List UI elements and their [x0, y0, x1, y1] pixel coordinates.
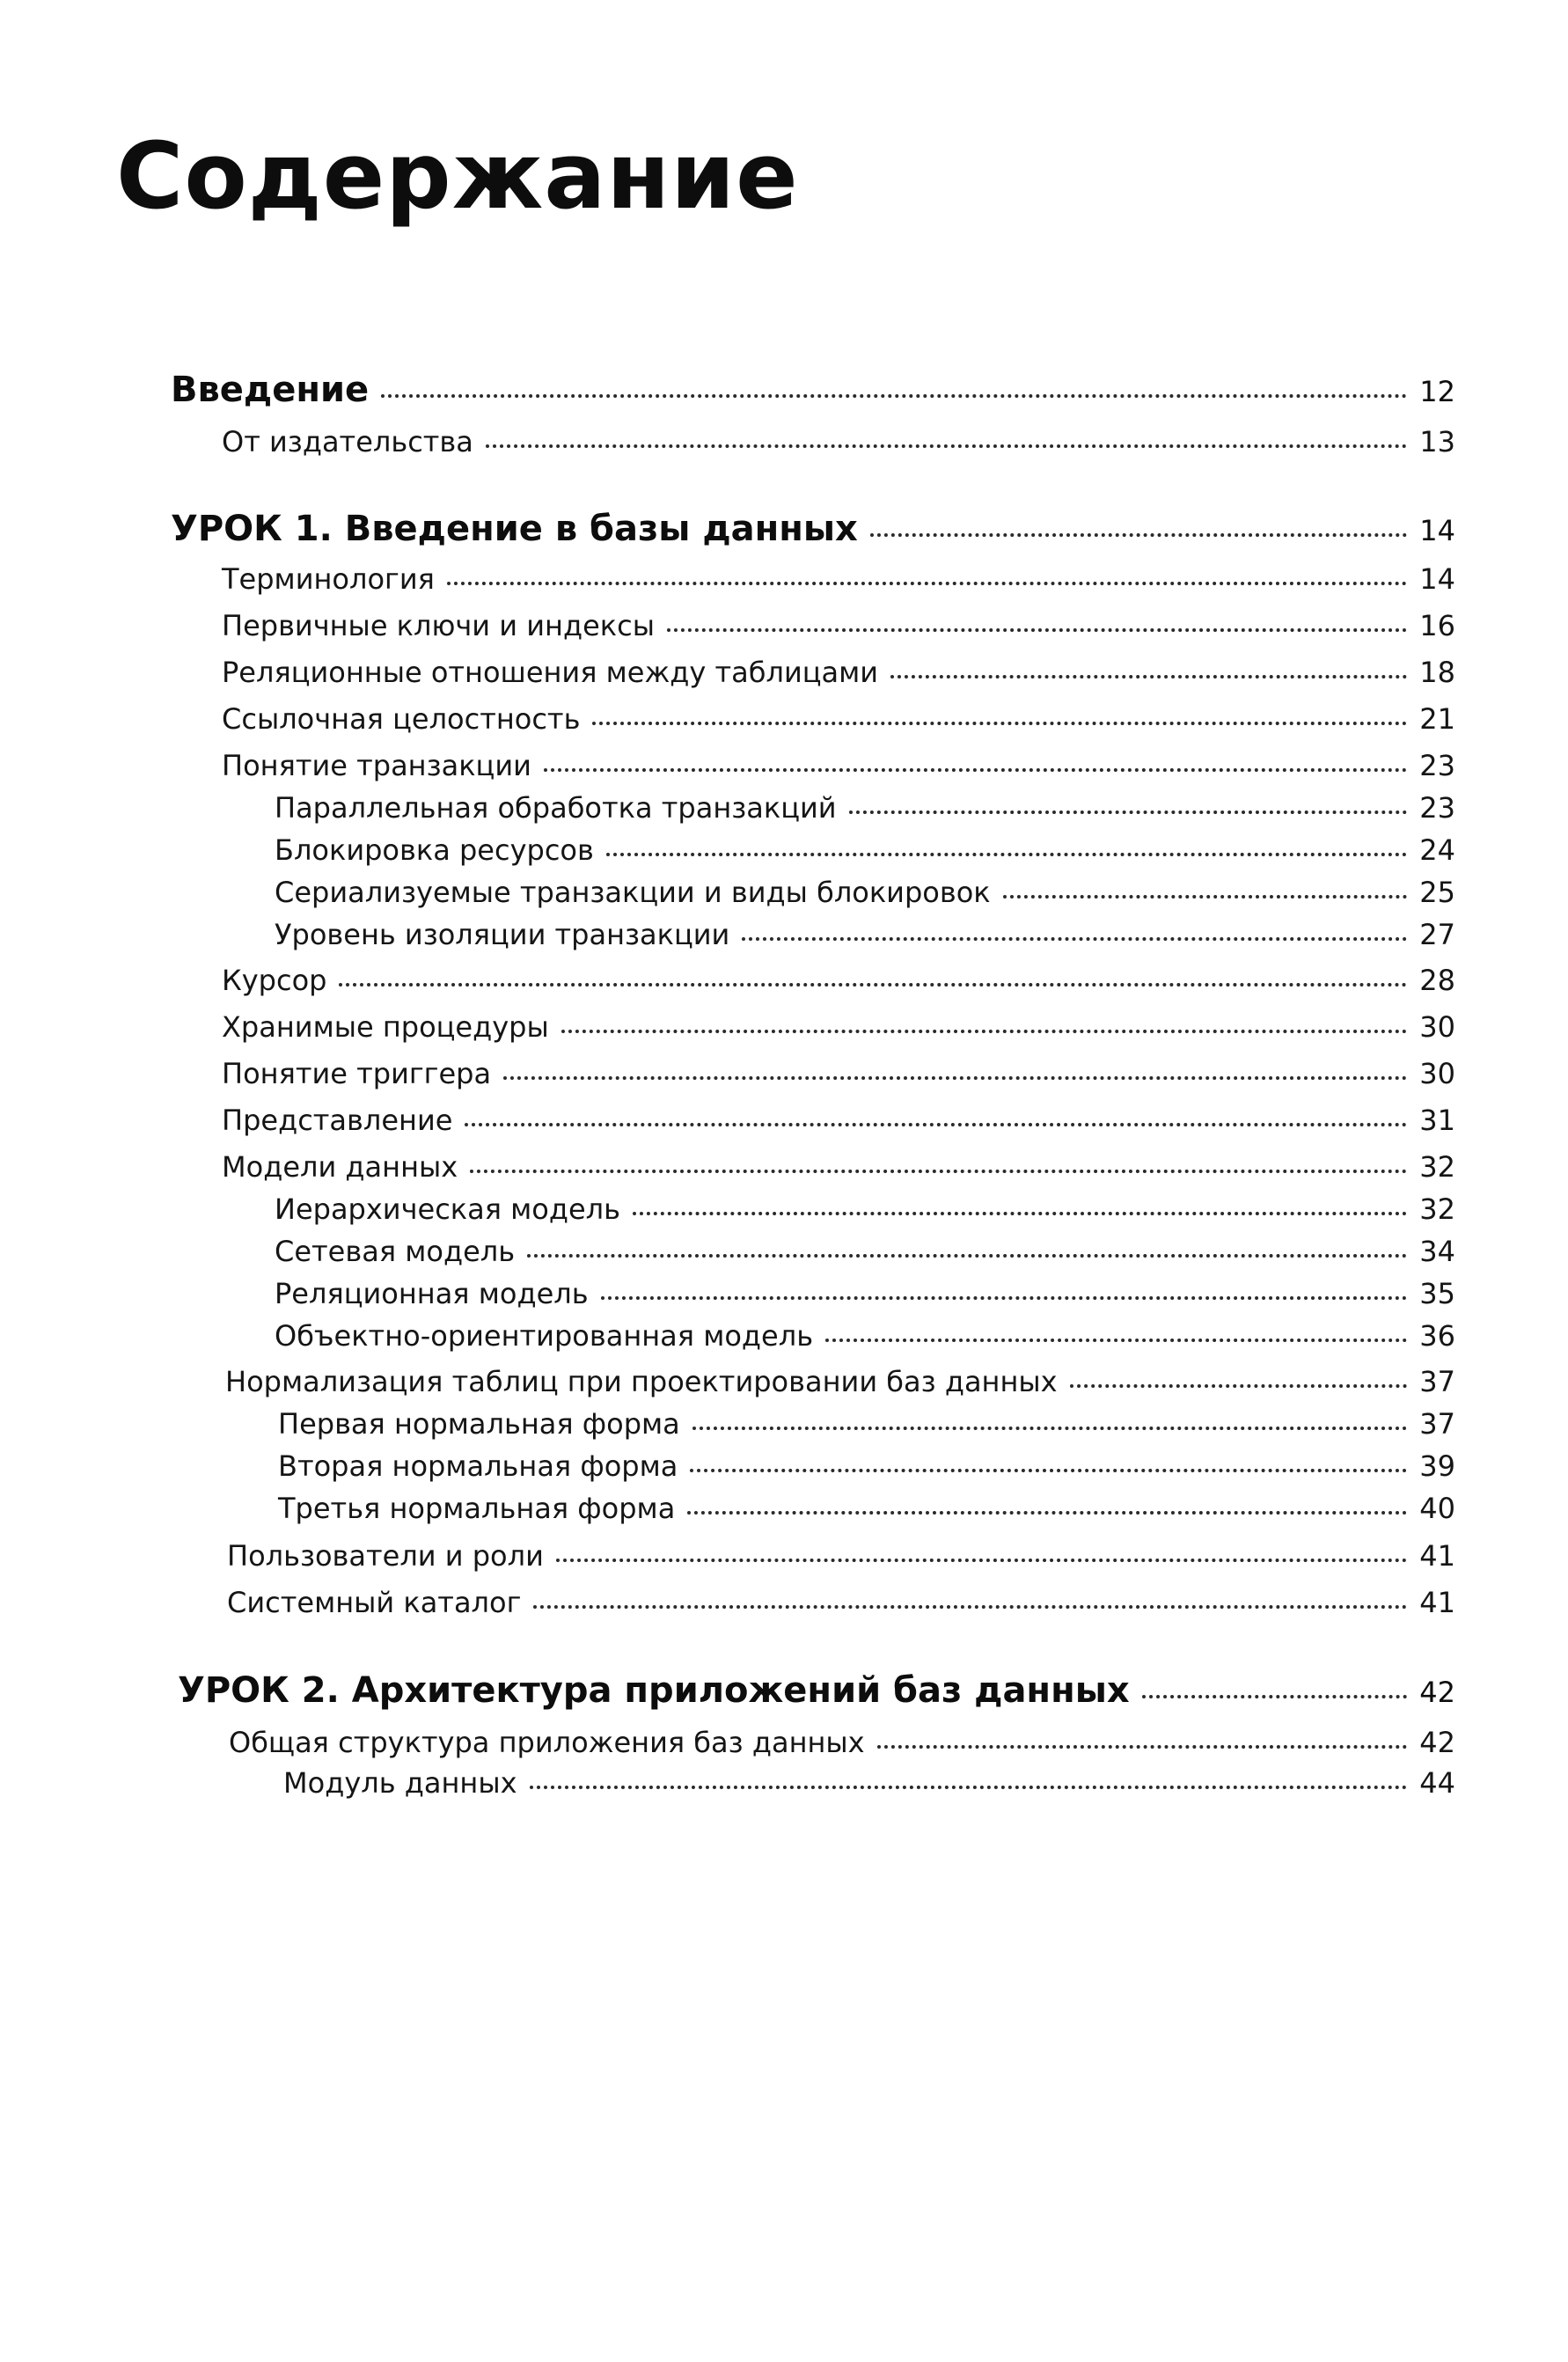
toc-entry-relational-model — [275, 1278, 1455, 1310]
dot-leader — [1070, 1384, 1408, 1388]
toc-entry-network-model — [275, 1236, 1455, 1268]
dot-leader — [339, 983, 1407, 987]
dot-leader — [687, 1511, 1407, 1515]
toc-entry-title: Реляционные отношения между таблицами — [222, 656, 879, 689]
dot-leader — [527, 1254, 1407, 1258]
toc-entry-from-publisher — [222, 426, 1455, 458]
toc-page-number: 32 — [1419, 1150, 1455, 1184]
toc-entry-title: Общая структура приложения баз данных — [229, 1726, 865, 1759]
toc-page-number: 44 — [1419, 1766, 1455, 1800]
dot-leader — [530, 1786, 1408, 1789]
toc-entry-referential-integrity — [222, 703, 1455, 736]
toc-page-number: 37 — [1419, 1365, 1455, 1398]
toc-entry-title: От издательства — [222, 425, 473, 458]
toc-entry-title: Модели данных — [222, 1150, 458, 1184]
toc-entry-title: Нормализация таблиц при проектировании баз данных — [225, 1365, 1058, 1398]
toc-entry-serializable-transactions — [275, 877, 1455, 909]
toc-entry-resource-locking — [275, 834, 1455, 867]
dot-leader — [849, 811, 1408, 814]
toc-entry-title: Сериализуемые транзакции и виды блокировок — [275, 876, 991, 909]
toc-page-number: 18 — [1419, 656, 1455, 689]
toc-entry-title: Вторая нормальная форма — [278, 1449, 678, 1483]
toc-entry-transaction — [222, 750, 1455, 782]
dot-leader — [470, 1170, 1407, 1173]
toc-entry-title: Блокировка ресурсов — [275, 833, 594, 867]
toc-entry-cursor — [222, 965, 1455, 997]
toc-entry-system-catalog — [227, 1587, 1455, 1619]
toc-page-number: 39 — [1419, 1449, 1455, 1483]
toc-entry-title: Параллельная обработка транзакций — [275, 791, 837, 825]
toc-page-number: 23 — [1419, 749, 1455, 782]
toc-entry-title: Курсор — [222, 964, 327, 997]
toc-page-number: 41 — [1419, 1539, 1455, 1573]
toc-entry-second-normal-form — [278, 1450, 1455, 1483]
toc-page-number: 34 — [1419, 1235, 1455, 1268]
toc-page-number: 31 — [1419, 1104, 1455, 1137]
toc-entry-relational-relations — [222, 657, 1455, 689]
toc-page-number: 25 — [1419, 876, 1455, 909]
toc-entry-title: Терминология — [222, 562, 435, 596]
toc-page-number: 42 — [1419, 1726, 1455, 1759]
toc-page-number: 23 — [1419, 791, 1455, 825]
toc-entry-users-and-roles — [227, 1540, 1455, 1573]
dot-leader — [890, 675, 1407, 679]
toc-entry-trigger — [222, 1058, 1455, 1090]
toc-entry-title: Хранимые процедуры — [222, 1010, 549, 1044]
toc-entry-title: Уровень изоляции транзакции — [275, 918, 730, 951]
dot-leader — [667, 628, 1407, 632]
toc-entry-title: Модуль данных — [283, 1766, 517, 1800]
toc-entry-title: Ссылочная целостность — [222, 702, 581, 736]
toc-entry-title: УРОК 2. Архитектура приложений баз данных — [178, 1670, 1130, 1711]
toc-page-number: 13 — [1419, 425, 1455, 458]
toc-entry-first-normal-form — [278, 1408, 1455, 1441]
dot-leader — [447, 582, 1407, 585]
toc-entry-object-oriented-model — [275, 1320, 1455, 1353]
toc-entry-title: Первичные ключи и индексы — [222, 609, 655, 642]
toc-page-number: 27 — [1419, 918, 1455, 951]
toc-entry-title: Системный каталог — [227, 1586, 522, 1619]
dot-leader — [870, 533, 1407, 537]
toc-entry-title: Понятие транзакции — [222, 749, 531, 782]
dot-leader — [606, 853, 1407, 856]
toc-entry-lesson-2 — [178, 1670, 1455, 1711]
toc-page-number: 24 — [1419, 833, 1455, 867]
toc-page-number: 14 — [1419, 562, 1455, 596]
dot-leader — [592, 722, 1407, 725]
toc-entry-title: Сетевая модель — [275, 1235, 516, 1268]
dot-leader — [1142, 1695, 1408, 1698]
toc-entry-title: Реляционная модель — [275, 1277, 589, 1310]
dot-leader — [486, 444, 1407, 448]
toc-page-number: 41 — [1419, 1586, 1455, 1619]
dot-leader — [690, 1469, 1407, 1472]
toc-entry-title: Третья нормальная форма — [278, 1492, 676, 1525]
toc-entry-stored-procedures — [222, 1011, 1455, 1044]
toc-entry-title: Представление — [222, 1104, 453, 1137]
toc-page-number: 12 — [1419, 375, 1455, 408]
toc-entry-title: Понятие триггера — [222, 1057, 492, 1090]
toc-entry-data-models — [222, 1151, 1455, 1184]
toc-entry-app-structure — [229, 1727, 1455, 1759]
toc-entry-isolation-level — [275, 919, 1455, 951]
toc-entry-introduction — [171, 370, 1455, 410]
toc-entry-normalization — [225, 1366, 1455, 1398]
toc-page-number: 35 — [1419, 1277, 1455, 1310]
dot-leader — [533, 1605, 1407, 1609]
toc-entry-terminology — [222, 563, 1455, 596]
toc-entry-title: Пользователи и роли — [227, 1539, 544, 1573]
toc-page-number: 28 — [1419, 964, 1455, 997]
toc-entry-parallel-processing — [275, 792, 1455, 825]
toc-page-number: 14 — [1419, 514, 1455, 547]
toc-page-number: 16 — [1419, 609, 1455, 642]
dot-leader — [825, 1339, 1407, 1342]
toc-entry-hierarchical-model — [275, 1193, 1455, 1226]
dot-leader — [561, 1030, 1408, 1033]
toc-page-number: 36 — [1419, 1319, 1455, 1353]
toc-page-number: 37 — [1419, 1407, 1455, 1441]
toc-entry-title: Введение — [171, 370, 370, 410]
toc-entry-title: Первая нормальная форма — [278, 1407, 680, 1441]
toc-entry-primary-keys — [222, 610, 1455, 642]
toc-entry-third-normal-form — [278, 1493, 1455, 1525]
dot-leader — [742, 937, 1407, 941]
dot-leader — [503, 1076, 1407, 1080]
toc-page-number: 42 — [1419, 1676, 1455, 1709]
dot-leader — [556, 1559, 1407, 1562]
toc-page-number: 21 — [1419, 702, 1455, 736]
dot-leader — [633, 1212, 1407, 1215]
toc-entry-view — [222, 1104, 1455, 1137]
dot-leader — [381, 394, 1407, 398]
toc-page-number: 30 — [1419, 1010, 1455, 1044]
dot-leader — [877, 1745, 1408, 1749]
toc-page-number: 32 — [1419, 1192, 1455, 1226]
toc-entry-data-module — [283, 1767, 1455, 1800]
toc-page-number: 40 — [1419, 1492, 1455, 1525]
dot-leader — [601, 1296, 1408, 1300]
toc-page-number: 30 — [1419, 1057, 1455, 1090]
dot-leader — [544, 768, 1407, 772]
dot-leader — [465, 1123, 1407, 1126]
page-title: Содержание — [116, 122, 799, 230]
toc-entry-title: Иерархическая модель — [275, 1192, 620, 1226]
toc-entry-title: УРОК 1. Введение в базы данных — [171, 509, 858, 549]
dot-leader — [1003, 895, 1408, 899]
dot-leader — [692, 1427, 1408, 1430]
toc-entry-lesson-1 — [171, 509, 1455, 549]
toc-entry-title: Объектно-ориентированная модель — [275, 1319, 814, 1353]
